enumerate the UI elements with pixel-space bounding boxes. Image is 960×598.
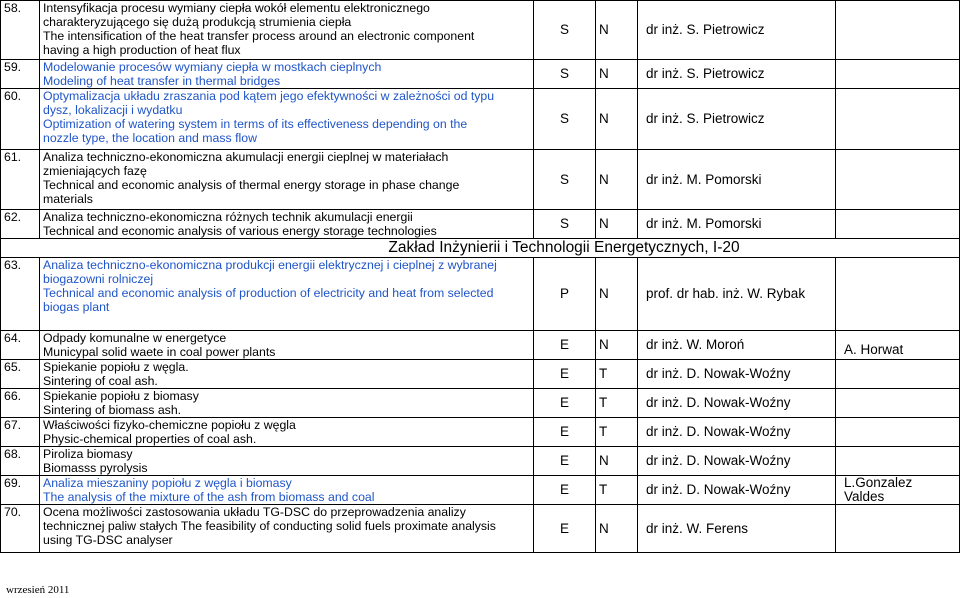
co-supervisor: L.Gonzalez Valdes xyxy=(836,476,960,505)
supervisor: dr inż. S. Pietrowicz xyxy=(638,1,836,60)
co-supervisor xyxy=(836,60,960,89)
co-supervisor xyxy=(836,89,960,150)
topic-title-line: Optymalizacja układu zraszania pod kątem jego efektywności w zależności od typu xyxy=(43,89,495,103)
topic-title xyxy=(40,360,534,389)
topic-number: 61. xyxy=(1,150,40,210)
table-row xyxy=(1,89,960,150)
topic-title-line: biogazowni rolniczej xyxy=(43,272,154,286)
supervisor: dr inż. D. Nowak-Woźny xyxy=(638,360,836,389)
topic-title-line: Sintering of coal ash. xyxy=(43,374,158,388)
topic-number: 58. xyxy=(1,1,40,60)
table-row xyxy=(1,505,960,553)
thesis-level: N xyxy=(596,1,638,60)
co-supervisor xyxy=(836,1,960,60)
supervisor: dr inż. D. Nowak-Woźny xyxy=(638,418,836,447)
topic-title xyxy=(40,60,534,89)
topic-number: 60. xyxy=(1,89,40,150)
topic-number: 69. xyxy=(1,476,40,505)
department-section xyxy=(1,239,960,258)
topic-title-line: Sintering of biomass ash. xyxy=(43,403,182,417)
topic-number: 66. xyxy=(1,389,40,418)
table-row xyxy=(1,476,960,505)
topic-number: 70. xyxy=(1,505,40,553)
topic-title-line: Analiza techniczno-ekonomiczna produkcji energii elektrycznej i cieplnej z wybranej xyxy=(43,258,497,272)
thesis-type: E xyxy=(534,505,596,553)
topic-title-line: The analysis of the mixture of the ash from biomass and coal xyxy=(43,490,375,504)
topic-title xyxy=(40,331,534,360)
topic-title-line: Physic-chemical properties of coal ash. xyxy=(43,432,257,446)
topic-title xyxy=(40,389,534,418)
topic-number: 68. xyxy=(1,447,40,476)
thesis-type: E xyxy=(534,360,596,389)
topic-title-line: Municypal solid waete in coal power plants xyxy=(43,345,276,359)
topic-number: 64. xyxy=(1,331,40,360)
thesis-level: T xyxy=(596,360,638,389)
thesis-type: S xyxy=(534,60,596,89)
department-heading: Zakład Inżynierii i Technologii Energetycznych, I-20 xyxy=(388,239,740,256)
topic-title-line: Analiza mieszaniny popiołu z węgla i biomasy xyxy=(43,476,292,490)
supervisor: dr inż. D. Nowak-Woźny xyxy=(638,389,836,418)
thesis-type: S xyxy=(534,89,596,150)
thesis-level: N xyxy=(596,447,638,476)
table-row xyxy=(1,150,960,210)
thesis-level: T xyxy=(596,476,638,505)
table-row xyxy=(1,258,960,331)
table-row xyxy=(1,331,960,360)
co-supervisor xyxy=(836,258,960,331)
co-supervisor: A. Horwat xyxy=(836,331,960,360)
topic-title-line: Spiekanie popiołu z węgla. xyxy=(43,360,189,374)
supervisor: prof. dr hab. inż. W. Rybak xyxy=(638,258,836,331)
topic-title-line: Piroliza biomasy xyxy=(43,447,133,461)
thesis-type: E xyxy=(534,418,596,447)
co-supervisor xyxy=(836,360,960,389)
topic-title-line: Odpady komunalne w energetyce xyxy=(43,331,227,345)
topic-number: 59. xyxy=(1,60,40,89)
department-heading-row xyxy=(1,239,960,258)
table-row xyxy=(1,418,960,447)
supervisor: dr inż. M. Pomorski xyxy=(638,150,836,210)
thesis-rows-bottom xyxy=(1,258,960,553)
thesis-type: S xyxy=(534,1,596,60)
topic-number: 63. xyxy=(1,258,40,331)
topic-title-line: Technical and economic analysis of various energy storage technologies xyxy=(43,224,437,238)
co-supervisor xyxy=(836,505,960,553)
supervisor: dr inż. M. Pomorski xyxy=(638,210,836,239)
topic-number: 67. xyxy=(1,418,40,447)
topic-title-line: Analiza techniczno-ekonomiczna różnych technik akumulacji energii xyxy=(43,210,413,224)
supervisor: dr inż. S. Pietrowicz xyxy=(638,89,836,150)
thesis-level: N xyxy=(596,210,638,239)
topic-title-line: Ocena możliwości zastosowania układu TG-DSC do przeprowadzenia analizy xyxy=(43,505,466,519)
thesis-level: N xyxy=(596,258,638,331)
supervisor: dr inż. D. Nowak-Woźny xyxy=(638,476,836,505)
co-supervisor xyxy=(836,447,960,476)
topic-title-line: Modelowanie procesów wymiany ciepła w mostkach cieplnych xyxy=(43,60,382,74)
thesis-level: N xyxy=(596,331,638,360)
topic-title-line: Optimization of watering system in terms of its effectiveness depending on the xyxy=(43,117,468,131)
topic-title-line: Modeling of heat transfer in thermal bridges xyxy=(43,74,281,88)
topic-title xyxy=(40,258,534,331)
thesis-level: N xyxy=(596,505,638,553)
topic-title-line: Biomasss pyrolysis xyxy=(43,461,148,475)
table-row xyxy=(1,60,960,89)
topic-title xyxy=(40,1,534,60)
table-row xyxy=(1,360,960,389)
topic-title-line: using TG-DSC analyser xyxy=(43,533,173,547)
thesis-type: S xyxy=(534,210,596,239)
thesis-type: E xyxy=(534,447,596,476)
topic-title-line: Technical and economic analysis of production of electricity and heat from selected xyxy=(43,286,494,300)
supervisor: dr inż. S. Pietrowicz xyxy=(638,60,836,89)
co-supervisor xyxy=(836,150,960,210)
thesis-type: E xyxy=(534,389,596,418)
topic-title-line: having a high production of heat flux xyxy=(43,43,241,57)
thesis-type: E xyxy=(534,331,596,360)
co-supervisor xyxy=(836,389,960,418)
topic-title-line: Spiekanie popiołu z biomasy xyxy=(43,389,199,403)
topic-title-line: Właściwości fizyko-chemiczne popiołu z węgla xyxy=(43,418,296,432)
thesis-type: E xyxy=(534,476,596,505)
table-row xyxy=(1,210,960,239)
thesis-level: N xyxy=(596,89,638,150)
topic-title xyxy=(40,505,534,553)
topic-title-line: nozzle type, the location and mass flow xyxy=(43,131,257,145)
supervisor: dr inż. W. Moroń xyxy=(638,331,836,360)
topic-number: 65. xyxy=(1,360,40,389)
thesis-level: N xyxy=(596,150,638,210)
topic-title-line: materials xyxy=(43,192,93,206)
topic-title-line: Technical and economic analysis of thermal energy storage in phase change xyxy=(43,178,460,192)
footer-date: wrzesień 2011 xyxy=(6,584,70,596)
topic-title xyxy=(40,89,534,150)
thesis-type: P xyxy=(534,258,596,331)
topic-title-line: The intensification of the heat transfer process around an electronic component xyxy=(43,29,475,43)
topic-title xyxy=(40,447,534,476)
topic-title-line: Analiza techniczno-ekonomiczna akumulacji energii cieplnej w materiałach xyxy=(43,150,449,164)
table-row xyxy=(1,1,960,60)
topic-title xyxy=(40,210,534,239)
topic-number: 62. xyxy=(1,210,40,239)
topic-title-line: Intensyfikacja procesu wymiany ciepła wokół elementu elektronicznego xyxy=(43,1,430,15)
co-supervisor xyxy=(836,210,960,239)
department-heading-cell xyxy=(1,239,960,258)
thesis-level: N xyxy=(596,60,638,89)
topic-title xyxy=(40,418,534,447)
topic-title xyxy=(40,150,534,210)
topic-title-line: dysz, lokalizacji i wydatku xyxy=(43,103,183,117)
topic-title xyxy=(40,476,534,505)
supervisor: dr inż. W. Ferens xyxy=(638,505,836,553)
thesis-level: T xyxy=(596,389,638,418)
supervisor: dr inż. D. Nowak-Woźny xyxy=(638,447,836,476)
topic-title-line: technicznej paliw stałych The feasibility of conducting solid fuels proximate analysis xyxy=(43,519,496,533)
co-supervisor xyxy=(836,418,960,447)
table-row xyxy=(1,447,960,476)
thesis-level: T xyxy=(596,418,638,447)
topic-title-line: zmieniających fazę xyxy=(43,164,147,178)
topic-title-line: charakteryzującego się dużą produkcją strumienia ciepła xyxy=(43,15,352,29)
topic-title-line: biogas plant xyxy=(43,300,110,314)
table-row xyxy=(1,389,960,418)
thesis-rows-top xyxy=(1,1,960,239)
thesis-type: S xyxy=(534,150,596,210)
